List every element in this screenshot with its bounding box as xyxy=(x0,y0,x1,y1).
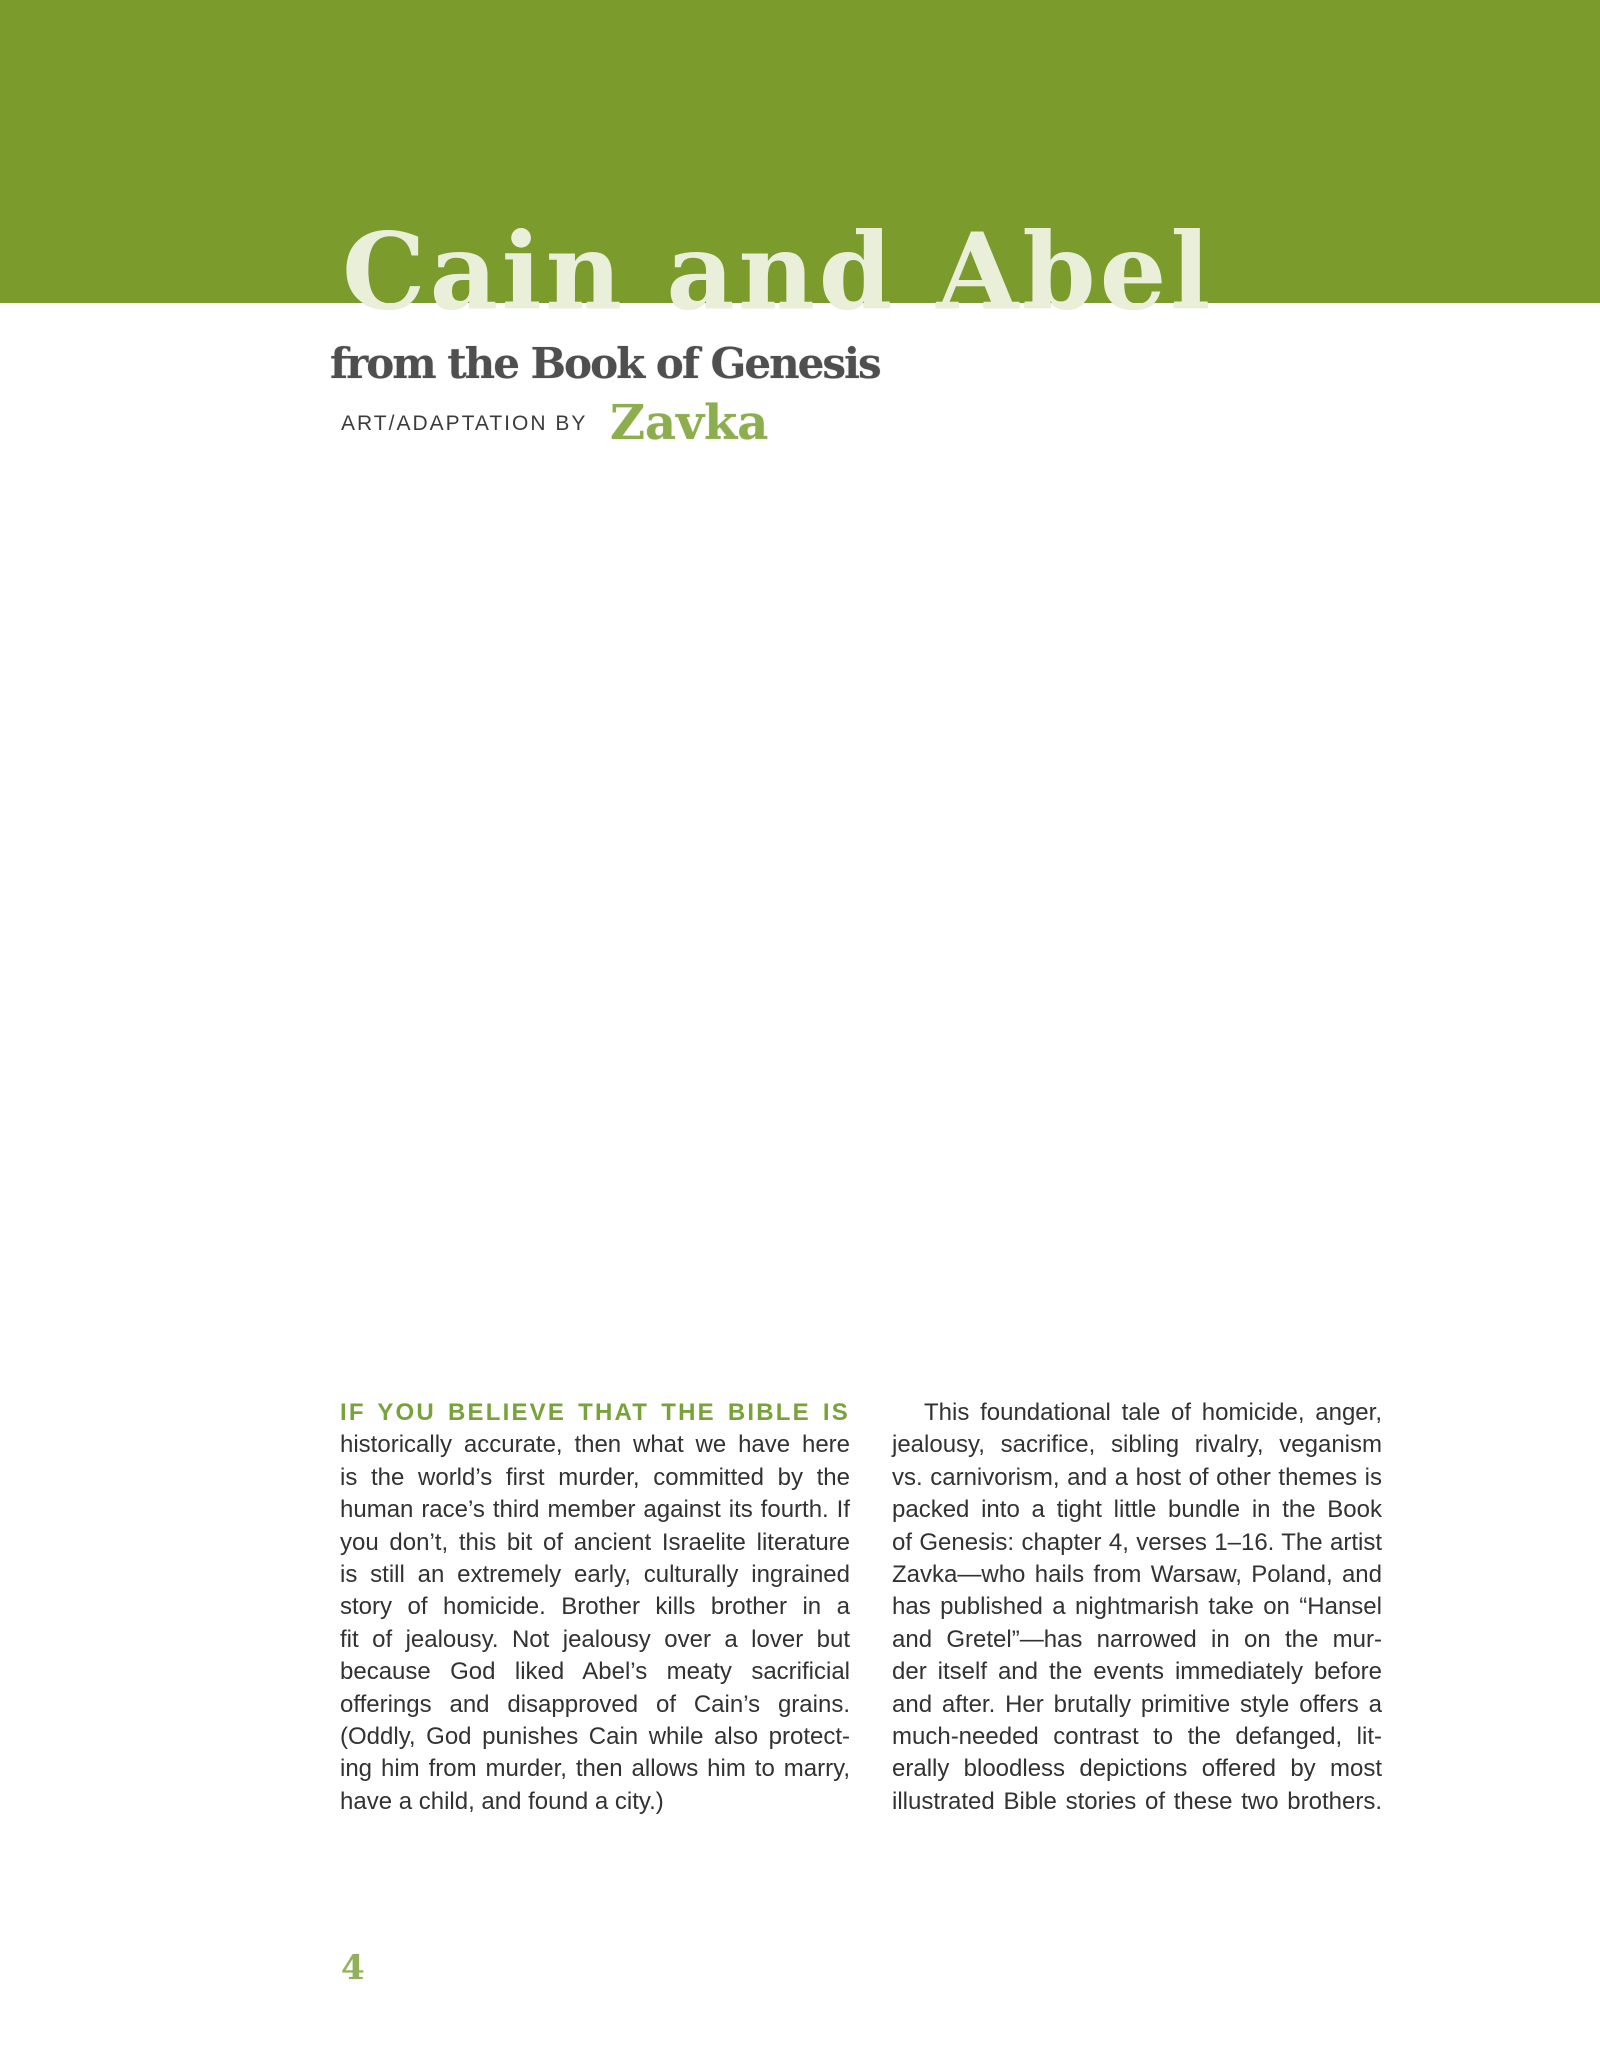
page-subtitle: from the Book of Genesis xyxy=(330,339,880,388)
text-line: This foundational tale of homicide, anger, xyxy=(924,1399,1382,1426)
article-column-right xyxy=(892,1397,1382,1818)
text-line: illustrated Bible stories of these two brothers. xyxy=(892,1787,1382,1815)
text-line: and after. Her brutally primitive style offers a xyxy=(892,1690,1382,1718)
text-line: is still an extremely early, culturally ingrained xyxy=(340,1561,850,1589)
text-line: fit of jealousy. Not jealousy over a lover but xyxy=(340,1625,850,1653)
text-line: has published a nightmarish take on “Hansel xyxy=(892,1593,1382,1621)
text-line: offerings and disapproved of Cain’s grains. xyxy=(340,1690,850,1718)
article-lead-heading: IF YOU BELIEVE THAT THE BIBLE IS xyxy=(340,1399,850,1426)
byline-artist-name: Zavka xyxy=(610,395,769,451)
text-line: human race’s third member against its fourth. If xyxy=(340,1496,850,1524)
article-column-left-lines xyxy=(340,1429,850,1818)
text-line: have a child, and found a city.) xyxy=(340,1787,664,1815)
text-line: erally bloodless depictions offered by most xyxy=(892,1755,1382,1783)
text-line: much-needed contrast to the defanged, lit- xyxy=(892,1723,1382,1751)
text-line: (Oddly, God punishes Cain while also protect- xyxy=(340,1723,850,1751)
article-body xyxy=(340,1397,1382,1818)
text-line: is the world’s first murder, committed by the xyxy=(340,1463,850,1491)
text-line: story of homicide. Brother kills brother in a xyxy=(340,1593,850,1621)
page-number: 4 xyxy=(341,1948,365,1988)
text-line: of Genesis: chapter 4, verses 1–16. The artist xyxy=(892,1528,1382,1556)
text-line: historically accurate, then what we have here xyxy=(340,1431,850,1459)
text-line: der itself and the events immediately before xyxy=(892,1658,1382,1686)
text-line: and Gretel”—has narrowed in on the mur- xyxy=(892,1625,1382,1653)
text-line: ing him from murder, then allows him to marry, xyxy=(340,1755,850,1783)
text-line: because God liked Abel’s meaty sacrificial xyxy=(340,1658,850,1686)
byline-label: ART/ADAPTATION BY xyxy=(341,412,588,435)
text-line: vs. carnivorism, and a host of other themes is xyxy=(892,1463,1382,1491)
article-column-right-lines xyxy=(892,1397,1382,1818)
article-column-left xyxy=(340,1397,850,1818)
text-line: you don’t, this bit of ancient Israelite literature xyxy=(340,1528,850,1556)
page-title: Cain and Abel xyxy=(342,209,1215,333)
text-line: Zavka—who hails from Warsaw, Poland, and xyxy=(892,1561,1382,1589)
text-line: jealousy, sacrifice, sibling rivalry, veganism xyxy=(892,1431,1382,1459)
text-line: packed into a tight little bundle in the Book xyxy=(892,1496,1382,1524)
